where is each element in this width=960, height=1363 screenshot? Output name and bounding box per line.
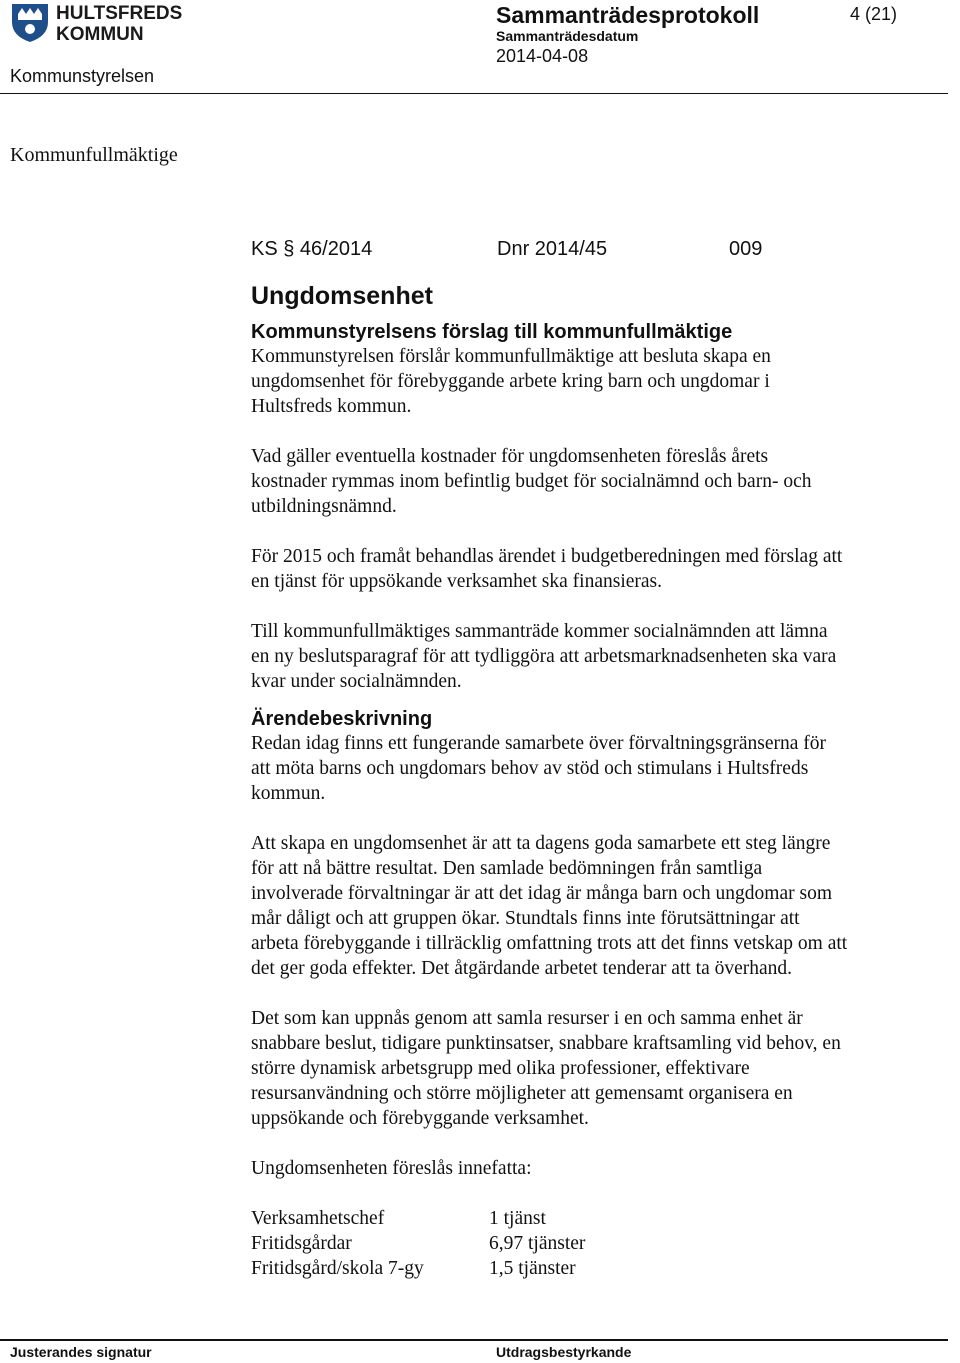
proposal-heading: Kommunstyrelsens förslag till kommunfullmäktige [251, 321, 733, 343]
staff-role: Fritidsgårdar [251, 1233, 352, 1254]
proposal-paragraph: Till kommunfullmäktiges sammanträde kommer socialnämnden att lämna en ny beslutsparagraf för att tydliggöra att arbetsmarknadsenheten ska vara kvar under socialnämnden. [251, 621, 837, 692]
header-divider [0, 93, 948, 94]
description-paragraph: Det som kan uppnås genom att samla resurser i en och samma enhet är snabbare beslut, tidigare punktinsatser, snabbare kraftsamling vid behov, en större dynamisk arbetsgrupp med olika professioner, effektivare resursanvändning och större möjligheter att gemensamt organisera en uppsökande och förebyggande verksamhet. [251, 1008, 841, 1129]
logo-text-line2: KOMMUN [56, 24, 144, 44]
case-dnr: Dnr 2014/45 [497, 238, 608, 260]
case-code: 009 [729, 238, 763, 260]
staff-row [251, 1206, 931, 1231]
case-ks-number: KS § 46/2014 [251, 238, 373, 260]
staff-amount: 6,97 tjänster [489, 1233, 586, 1254]
description-paragraph: Att skapa en ungdomsenhet är att ta dagens goda samarbete ett steg längre för att nå bättre resultat. Den samlade bedömningen från samtliga involverade förvaltningar är att det idag är många barn och ungdomar som mår dåligt och att gruppen ökar. Stundtals finns inte förutsättningar att arbeta förebyggande i tillräcklig omfattning trots att det finns vetskap om att det ger goda effekter. Det åtgärdande arbetet tenderar att ta överhand. [251, 833, 848, 979]
addressee: Kommunfullmäktige [10, 144, 178, 166]
meeting-date-label: Sammanträdesdatum [496, 28, 639, 44]
staff-list [251, 1206, 931, 1281]
proposal-paragraph: Vad gäller eventuella kostnader för ungdomsenheten föreslås årets kostnader rymmas inom befintlig budget för socialnämnd och barn- och utbildningsnämnd. [251, 446, 812, 517]
signature-label: Justerandes signatur [10, 1344, 152, 1360]
meeting-date-value: 2014-04-08 [496, 46, 589, 66]
staff-amount: 1 tjänst [489, 1208, 546, 1229]
document-body [251, 238, 931, 1281]
coat-of-arms-icon [12, 4, 48, 42]
case-title: Ungdomsenhet [251, 282, 433, 310]
footer-divider [0, 1339, 948, 1341]
municipality-logo [10, 0, 182, 44]
page-number: 4 (21) [850, 4, 898, 24]
description-paragraph: Redan idag finns ett fungerande samarbete över förvaltningsgränserna för att möta barns och ungdomars behov av stöd och stimulans i Hultsfreds kommun. [251, 733, 827, 804]
staff-row [251, 1256, 931, 1281]
description-paragraph: Ungdomsenheten föreslås innefatta: [251, 1158, 532, 1179]
department-name: Kommunstyrelsen [10, 66, 155, 86]
proposal-paragraph: För 2015 och framåt behandlas ärendet i budgetberedningen med förslag att en tjänst för uppsökande verksamhet ska finansieras. [251, 546, 843, 592]
staff-role: Fritidsgård/skola 7-gy [251, 1258, 424, 1279]
proposal-paragraph: Kommunstyrelsen förslår kommunfullmäktige att besluta skapa en ungdomsenhet för förebyggande arbete kring barn och ungdomar i Hultsfreds kommun. [251, 346, 771, 417]
description-heading: Ärendebeskrivning [251, 708, 433, 730]
staff-amount: 1,5 tjänster [489, 1258, 576, 1279]
certification-label: Utdragsbestyrkande [496, 1344, 632, 1360]
document-title: Sammanträdesprotokoll [496, 2, 760, 28]
logo-text-line1: HULTSFREDS [56, 3, 182, 24]
staff-row [251, 1231, 931, 1256]
staff-role: Verksamhetschef [251, 1208, 385, 1229]
case-reference [251, 238, 931, 268]
